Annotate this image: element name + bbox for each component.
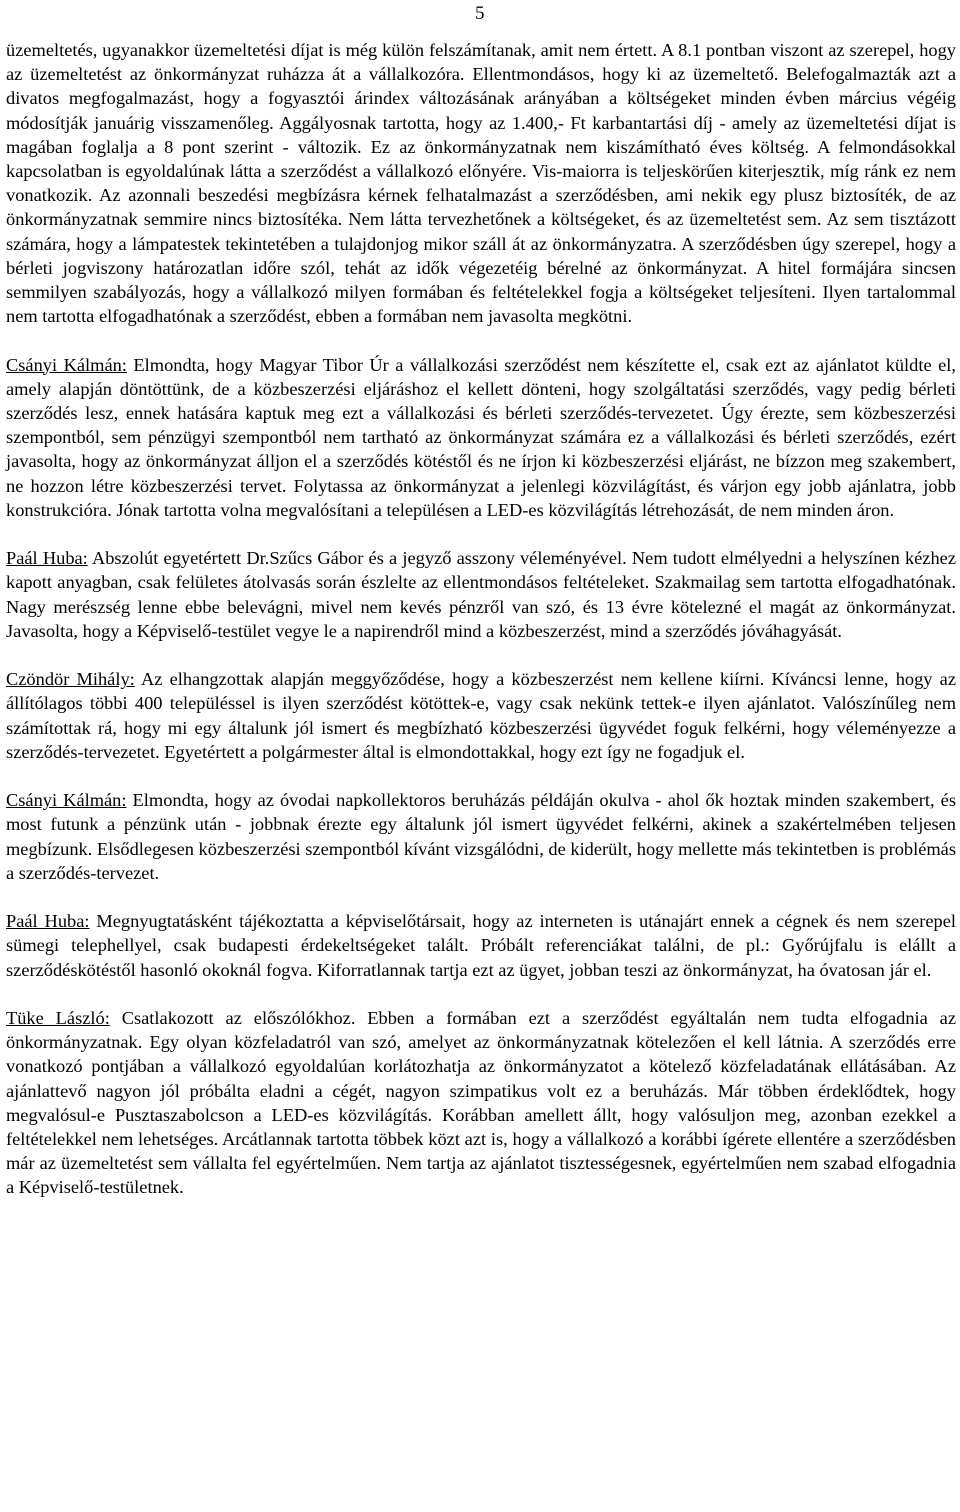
paragraph [6, 353, 956, 522]
paragraph [6, 788, 956, 885]
paragraph-text: Csatlakozott az előszólókhoz. Ebben a formában ezt a szerződést egyáltalán nem tudta elfogadnia az önkormányzatnak. Egy olyan közfeladatról van szó, amelyet az önkormányzatnak kötelezően el kell látnia. A szerződés erre vonatkozó pontjában a vállalkozó egyoldalúan korlátozhatja az önkormányzatot a kötelező közfeladatának ellátásában. Az ajánlattevő nagyon jól próbálta eladni a cégét, nagyon szimpatikus volt ez a beruházás. Már többen érdeklődtek, hogy megvalósul-e Pusztaszabolcson a LED-es közvilágítás. Korábban amellett állt, hogy valósuljon meg, azonban ezekkel a feltételekkel nem lehetséges. Arcátlannak tartotta többek közt azt is, hogy a vállalkozó a korábbi ígérete ellentére a szerződésben már az üzemeltetést sem vállalta fel egyértelműen. Nem tartja az ajánlatot tisztességesnek, egyértelműen nem szabad elfogadnia a Képviselő-testületnek. [6, 1008, 957, 1198]
paragraph-text: Megnyugtatásként tájékoztatta a képviselőtársait, hogy az interneten is utánajárt ennek a cégnek és nem szerepel sümegi telephellyel, csak budapesti érdekeltségeket talált. Próbált referenciákat találni, de pl.: Győrújfalu is elállt a szerződéskötéstől hasonló okoknál fogva. Kiforratlannak tartja ezt az ügyet, jobban teszi az önkormányzat, ha óvatosan jár el. [6, 911, 956, 980]
paragraph-text: üzemeltetés, ugyanakkor üzemeltetési díjat is még külön felszámítanak, amit nem értett. A 8.1 pontban viszont az szerepel, hogy az üzemeltetést az önkormányzat ruházza át a vállalkozóra. Ellentmondásos, hogy ki az üzemeltető. Belefogalmazták azt a divatos megfogalmazást, hogy a fogyasztói árindex változásának arányában a költségeket minden évben március végéig módosítják januárig visszamenőleg. Aggályosnak tartotta, hogy az 1.400,- Ft karbantartási díj - amely az üzemeltetési díjat is magában foglalja a 8 pont szerint - változik. Ez az önkormányzatnak nem kiszámítható éves költség. A felmondásokkal kapcsolatban is egyoldalúnak látta a szerződést a vállalkozó előnyére. Vis-maiorra is teljeskörűen kiterjesztik, míg ránk ez nem vonatkozik. Az azonnali beszedési megbízásra kérnek felhatalmazást a szerződésben, ami nekik egy plusz biztosíték, de az önkormányzatnak semmire nincs biztosítéka. Nem látta tervezhetőnek a költségeket, és az üzemeltetést sem. Az sem tisztázott számára, hogy a lámpatestek tekintetében a tulajdonjog mikor száll át az önkormányzatra. A szerződésben úgy szerepel, hogy a bérleti jogviszony határozatlan időre szól, tehát az idők végezetéig bérelné az önkormányzat. A hitel formájára sincsen semmilyen szabályozás, hogy a vállalkozó milyen formában és feltételekkel fogja a költségeket teljesíteni. Ilyen tartalommal nem tartotta elfogadhatónak a szerződést, ebben a formában nem javasolta megkötni. [6, 40, 956, 327]
paragraph-text: Az elhangzottak alapján meggyőződése, hogy a közbeszerzést nem kellene kiírni. Kíváncsi lenne, hogy az állítólagos többi 400 településsel is ilyen szerződést kötöttek-e, vagy csak nekünk tettek-e ilyen ajánlatot. Valószínűleg nem számítottak rá, hogy mi egy általunk jól ismert és megbízható közbeszerzési ügyvédet foguk felkérni, hogy véleményezze a szerződés-tervezetet. Egyetértett a polgármester által is elmondottakkal, hogy ezt így ne fogadjuk el. [6, 669, 956, 762]
paragraph [6, 546, 956, 643]
speaker-name: Paál Huba: [6, 911, 90, 932]
page-number: 5 [475, 3, 485, 24]
document-body [6, 38, 956, 1200]
paragraph [6, 667, 956, 764]
speaker-name: Czöndör Mihály: [6, 669, 135, 690]
paragraph-text: Elmondta, hogy Magyar Tibor Úr a vállalkozási szerződést nem készítette el, csak ezt az ajánlatot küldte el, amely alapján döntöttünk, de a közbeszerzési eljáráshoz el kellett dönteni, hogy szolgáltatási szerződés, vagy pedig bérleti szerződés lesz, ennek hatására kaptuk meg ezt a vállalkozási és bérleti szerződés-tervezetet. Úgy érezte, sem közbeszerzési szempontból, sem pénzügyi szempontból nem tartható az önkormányzat számára ez a vállalkozási és bérleti szerződés, ezért javasolta, hogy az önkormányzat álljon el a szerződés kötéstől és ne írjon ki közbeszerzési eljárást, ne bízzon meg szakembert, ne hozzon létre közbeszerzési tervet. Folytassa az önkormányzat a jelenlegi közvilágítást, és várjon egy jobb ajánlatra, jobb konstrukcióra. Jónak tartotta volna megvalósítani a településen a LED-es közvilágítás létrehozását, de nem minden áron. [6, 354, 956, 520]
paragraph-text: Abszolút egyetértett Dr.Szűcs Gábor és a jegyző asszony véleményével. Nem tudott elmélyedni a helyszínen kézhez kapott anyagban, csak felületes átolvasás során észlelte az ellentmondásos feltételeket. Szakmailag sem tartotta elfogadhatónak. Nagy merészség lenne ebbe belevágni, mivel nem kevés pénzről van szó, és 13 évre kötelezné el magát az önkormányzat. Javasolta, hogy a Képviselő-testület vegye le a napirendről mind a közbeszerzést, mind a szerződés jóváhagyását. [6, 548, 956, 641]
paragraph-text: Elmondta, hogy az óvodai napkollektoros beruházás példáján okulva - ahol ők hoztak minden szakembert, és most futunk a pénzünk után - jobbnak érezte egy általunk jól ismert ügyvédet felkérni, akinek a szakértelmében teljesen megbízunk. Elsődlegesen közbeszerzési szempontból kívánt vizsgálódni, de kiderült, hogy mellette más tekintetben is problémás a szerződés-tervezet. [6, 790, 956, 883]
paragraph [6, 1006, 956, 1200]
paragraph [6, 38, 956, 328]
speaker-name: Csányi Kálmán: [6, 354, 127, 375]
speaker-name: Paál Huba: [6, 548, 88, 569]
speaker-name: Tüke László: [6, 1008, 110, 1029]
speaker-name: Csányi Kálmán: [6, 790, 127, 811]
paragraph [6, 909, 956, 982]
